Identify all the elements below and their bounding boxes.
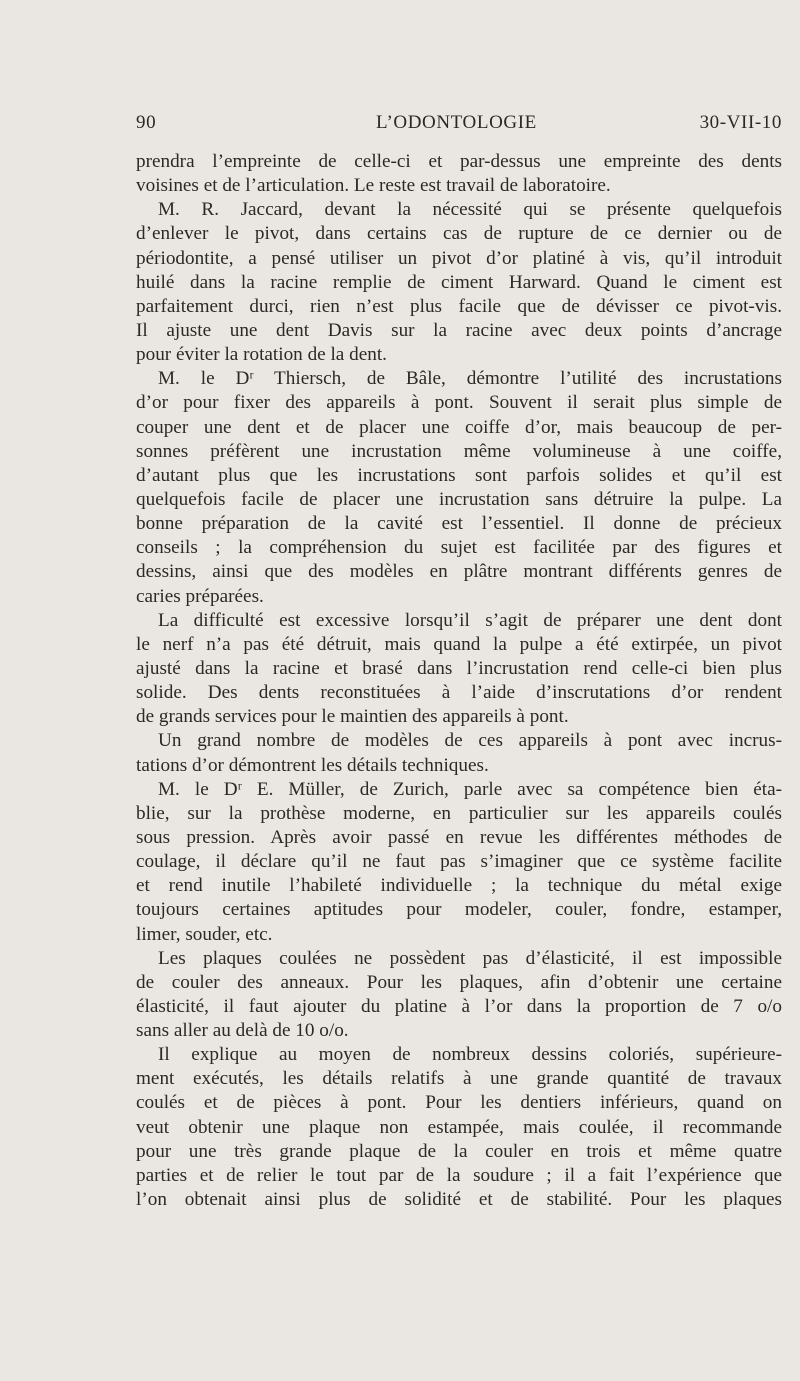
text-line: dessins, ainsi que des modèles en plâtre montrant différents genres de <box>136 561 782 583</box>
text-line: bonne préparation de la cavité est l’essentiel. Il donne de précieux <box>136 513 782 535</box>
text-line: Les plaques coulées ne possèdent pas d’élasticité, il est impossible <box>158 947 782 969</box>
text-line: blie, sur la prothèse moderne, en particulier sur les appareils coulés <box>136 802 782 824</box>
text-line: de couler des anneaux. Pour les plaques, afin d’obtenir une certaine <box>136 971 782 993</box>
text-line: M. R. Jaccard, devant la nécessité qui se présente quelquefois <box>158 199 782 221</box>
running-header <box>136 112 782 140</box>
text-line: quelquefois facile de placer une incrustation sans détruire la pulpe. La <box>136 488 782 510</box>
text-line: M. le Dʳ Thiersch, de Bâle, démontre l’utilité des incrustations <box>158 368 782 390</box>
text-line: Il explique au moyen de nombreux dessins coloriés, supérieure- <box>158 1044 782 1066</box>
text-line: Il ajuste une dent Davis sur la racine avec deux points d’ancrage <box>136 319 782 341</box>
text-line: limer, souder, etc. <box>136 923 273 945</box>
text-line: coulés et de pièces à pont. Pour les dentiers inférieurs, quand on <box>136 1092 782 1114</box>
text-line: caries préparées. <box>136 585 264 607</box>
body-text <box>136 150 782 1212</box>
text-line: parfaitement durci, rien n’est plus facile que de dévisser ce pivot-vis. <box>136 295 782 317</box>
text-line: voisines et de l’articulation. Le reste est travail de laboratoire. <box>136 175 611 197</box>
running-title: L’ODONTOLOGIE <box>376 112 537 133</box>
text-line: Un grand nombre de modèles de ces appareils à pont avec incrus- <box>158 730 782 752</box>
text-line: M. le Dʳ E. Müller, de Zurich, parle avec sa compétence bien éta- <box>158 778 782 800</box>
text-line: prendra l’empreinte de celle-ci et par-dessus une empreinte des dents <box>136 151 782 172</box>
issue-date: 30-VII-10 <box>699 112 782 133</box>
text-line: et rend inutile l’habileté individuelle ; la technique du métal exige <box>136 875 782 897</box>
text-line: solide. Des dents reconstituées à l’aide d’inscrutations d’or rendent <box>136 682 782 704</box>
page-number: 90 <box>136 112 157 133</box>
text-line: couper une dent et de placer une coiffe d’or, mais beaucoup de per- <box>136 416 782 438</box>
text-line: sans aller au delà de 10 o/o. <box>136 1020 349 1042</box>
text-line: pour éviter la rotation de la dent. <box>136 344 387 366</box>
text-line: La difficulté est excessive lorsqu’il s’agit de préparer une dent dont <box>158 609 782 631</box>
text-line: pour une très grande plaque de la couler en trois et même quatre <box>136 1140 782 1162</box>
text-line: parties et de relier le tout par de la soudure ; il a fait l’expérience que <box>136 1164 782 1186</box>
text-line: d’or pour fixer des appareils à pont. Souvent il serait plus simple de <box>136 392 782 414</box>
text-line: tations d’or démontrent les détails techniques. <box>136 754 489 776</box>
text-line: veut obtenir une plaque non estampée, mais coulée, il recommande <box>136 1116 782 1138</box>
text-line: ment exécutés, les détails relatifs à une grande quantité de travaux <box>136 1068 782 1090</box>
text-line: périodontite, a pensé utiliser un pivot d’or platiné à vis, qu’il introduit <box>136 247 782 269</box>
text-line: huilé dans la racine remplie de ciment Harward. Quand le ciment est <box>136 271 782 293</box>
text-line: le nerf n’a pas été détruit, mais quand la pulpe a été extirpée, un pivot <box>136 633 782 655</box>
text-line: d’enlever le pivot, dans certains cas de rupture de ce dernier ou de <box>136 223 782 245</box>
text-line: l’on obtenait ainsi plus de solidité et de stabilité. Pour les plaques <box>136 1189 782 1211</box>
text-line: sous pression. Après avoir passé en revue les différentes méthodes de <box>136 826 782 848</box>
text-line: toujours certaines aptitudes pour modeler, couler, fondre, estamper, <box>136 899 782 921</box>
text-line: ajusté dans la racine et brasé dans l’incrustation rend celle-ci bien plus <box>136 657 782 679</box>
text-line: sonnes préfèrent une incrustation même volumineuse à une coiffe, <box>136 440 782 462</box>
text-line: de grands services pour le maintien des appareils à pont. <box>136 706 569 728</box>
text-line: coulage, il déclare qu’il ne faut pas s’imaginer que ce système facilite <box>136 851 782 873</box>
text-line: conseils ; la compréhension du sujet est facilitée par des figures et <box>136 537 782 559</box>
text-line: d’autant plus que les incrustations sont parfois solides et qu’il est <box>136 464 782 486</box>
text-line: élasticité, il faut ajouter du platine à l’or dans la proportion de 7 o/o <box>136 995 782 1017</box>
